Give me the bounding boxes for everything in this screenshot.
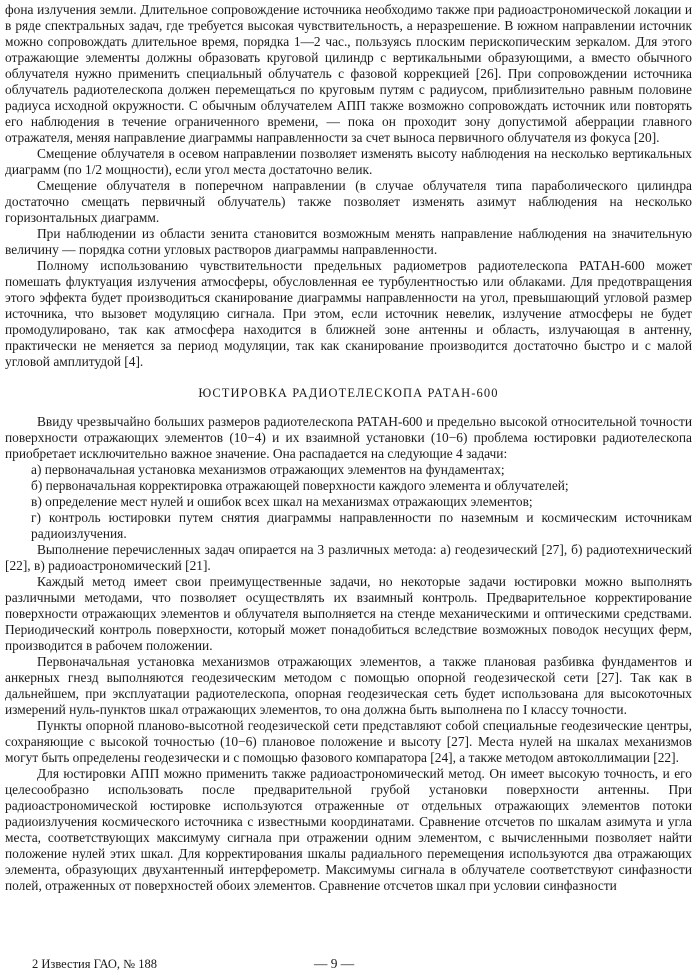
list-item: б) первоначальная корректировка отражающей поверхности каждого элемента и облучателей; — [31, 478, 569, 493]
task-list — [5, 462, 692, 542]
paragraph: Смещение облучателя в поперечном направлении (в случае облучателя типа параболического цилиндра достаточно смещать первичный облучатель) также позволяет изменять азимут наблюдения на несколько горизонтальных диаграмм. — [5, 178, 692, 225]
list-item: в) определение мест нулей и ошибок всех шкал на механизмах отражающих элементов; — [31, 494, 533, 509]
paragraph: Полному использованию чувствительности предельных радиометров радиотелескопа РАТАН-600 может помешать флуктуация излучения атмосферы, обусловленная ее турбулентностью или облаками. Для предотвращения этого эффекта будет производиться сканирование диаграммы направленности на угол, превышающий угловой размер источника, что вызовет модуляцию сигнала. При этом, если источник невелик, излучение атмосферы не будет промодулировано, так как атмосфера находится в ближней зоне антенны и область, излучающая в антенну, практически не меняется за период модуляции, так как сканирование производится достаточно быстро и с малой угловой амплитудой [4]. — [5, 258, 692, 369]
paragraph: При наблюдении из области зенита становится возможным менять направление наблюдения на значительную величину — порядка сотни угловых растворов диаграммы направленности. — [5, 226, 692, 257]
paragraph: Каждый метод имеет свои преимущественные задачи, но некоторые задачи юстировки можно выполнять различными методами, что позволяет осуществлять их взаимный контроль. Предварительное корректирование поверхности отражающих элементов и облучателя выполняется на стенде механическими и оптическими средствами. Периодический контроль поверхности, который может понадобиться вследствие возможных поводок несущих ферм, производится в рабочем положении. — [5, 574, 692, 653]
paragraph: Выполнение перечисленных задач опирается на 3 различных метода: а) геодезический [27], б) радиотехнический [22], в) радиоастрономический [21]. — [5, 542, 692, 573]
body-text — [5, 2, 692, 894]
paragraph: Пункты опорной планово-высотной геодезической сети представляют собой специальные геодезические центры, сохраняющие с высокой точностью (10−6) плановое положение и высоту [27]. Места нулей на шкалах механизмов могут быть определены геодезически и с помощью фазового компаратора [24], а также методом автоколлимации [22]. — [5, 718, 692, 765]
paragraph: фона излучения земли. Длительное сопровождение источника необходимо также при радиоастрономической локации и в ряде спектральных задач, где требуется высокая чувствительность, а неразрешение. В южном направлении источник можно сопровождать длительное время, порядка 1—2 час., пользуясь плоским перископическим зеркалом. Для этого отражающие элементы должны образовать круговой цилиндр с вертикальными образующими, а вместо обычного облучателя нужно применить специальный облучатель с фазовой коррекцией [26]. При сопровождении источника облучатель радиотелескопа должен перемещаться по круговым путям с радиусом, приблизительно равным половине радиуса исходной окружности. С обычным облучателем АПП также возможно сопровождать источник или повторять его наблюдения в течение ограниченного времени, — пока он проходит зону допустимой аберрации главного отражателя, меняя направление диаграммы направленности за счет выноса первичного облучателя из фокуса [20]. — [5, 2, 692, 145]
section-heading: ЮСТИРОВКА РАДИОТЕЛЕСКОПА РАТАН-600 — [198, 386, 499, 400]
journal-reference: 2 Известия ГАО, № 188 — [32, 957, 157, 971]
paragraph: Для юстировки АПП можно применить также радиоастрономический метод. Он имеет высокую точность, и его целесообразно использовать после предварительной грубой установки поверхности антенны. При радиоастрономической юстировке используются отраженные от отдельных отражающих элементов потоки радиоизлучения космического источника с известными координатами. Сравнение отсчетов по шкалам азимута и угла места, соответствующих максимуму сигнала при отражении одним элементом, с вычисленными позволяет найти положение нулей этих шкал. Для корректирования шкалы радиального перемещения используются два отражающих элемента, образующих двухантенный интерферометр. Максимумы сигнала в облучателе соответствуют синфазности полей, отраженных от поверхностей обоих элементов. Сравнение отсчетов шкал при условии синфазности — [5, 766, 692, 893]
list-item: а) первоначальная установка механизмов отражающих элементов на фундаментах; — [31, 462, 505, 477]
page-number: — 9 — — [314, 956, 355, 971]
paragraph: Ввиду чрезвычайно больших размеров радиотелескопа РАТАН-600 и предельно высокой относительной точности поверхности отражающих элементов (10−4) и их взаимной установки (10−6) проблема юстировки радиотелескопа приобретает исключительно важное значение. Она распадается на следующие 4 задачи: — [5, 414, 692, 461]
paragraph: Первоначальная установка механизмов отражающих элементов, а также плановая разбивка фундаментов и анкерных гнезд выполняются геодезическим методом с помощью опорной геодезической сети [27]. Так как в дальнейшем, при эксплуатации радиотелескопа, опорная геодезическая сеть будет использована для высокоточных измерений нуль-пунктов шкал отражающих элементов, то она должна быть выполнена по I классу точности. — [5, 654, 692, 717]
list-item: г) контроль юстировки путем снятия диаграммы направленности по наземным и космическим источникам радиоизлучения. — [31, 510, 692, 541]
paragraph: Смещение облучателя в осевом направлении позволяет изменять высоту наблюдения на несколько вертикальных диаграмм (по 1/2 мощности), если угол места достаточно велик. — [5, 146, 692, 177]
